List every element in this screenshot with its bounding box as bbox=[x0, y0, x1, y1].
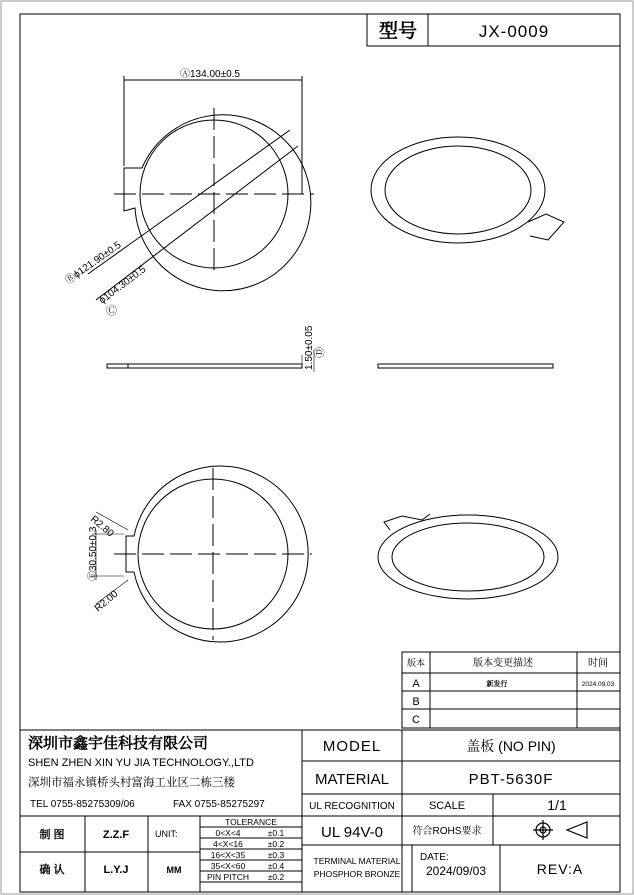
dim-b-label: Ⓑϕ121.90±0.5 bbox=[63, 239, 124, 287]
company-name-cn: 深圳市鑫宇佳科技有限公司 bbox=[28, 735, 209, 752]
material-label: MATERIAL bbox=[315, 771, 389, 788]
dim-d-label: 1.50±0.05 bbox=[304, 325, 315, 370]
date-value: 2024/09/03 bbox=[425, 864, 487, 878]
company-tel: TEL 0755-85275309/06 bbox=[30, 799, 135, 810]
rev-row-b-version: B bbox=[412, 696, 420, 708]
top-view-front bbox=[88, 76, 314, 300]
dim-r2-label: R2.00 bbox=[92, 588, 121, 615]
tol-value-0: ±0.1 bbox=[267, 828, 285, 838]
confirm-by: L.Y.J bbox=[103, 864, 129, 876]
type-value: JX-0009 bbox=[478, 22, 550, 41]
tol-value-3: ±0.4 bbox=[267, 861, 285, 871]
tol-range-0: 0<X<4 bbox=[215, 828, 241, 838]
scale-label: SCALE bbox=[428, 800, 466, 812]
top-view-rear bbox=[92, 466, 312, 642]
tol-value-4: ±0.2 bbox=[267, 872, 285, 882]
rev-row-a-desc: 新发行 bbox=[486, 681, 508, 688]
made-label: 制 图 bbox=[39, 829, 65, 841]
unit-value: MM bbox=[166, 865, 182, 875]
material-value: PBT-5630F bbox=[468, 771, 554, 788]
dim-r1-label: R2.80 bbox=[88, 513, 116, 540]
company-fax: FAX 0755-85275297 bbox=[173, 799, 265, 810]
unit-label: UNIT: bbox=[155, 829, 178, 839]
tolerance-title: TOLERANCE bbox=[225, 817, 277, 827]
outer-profile bbox=[124, 115, 311, 291]
rev-header-version: 版本 bbox=[406, 658, 426, 668]
made-by: Z.Z.F bbox=[102, 829, 130, 841]
date-label: DATE: bbox=[420, 852, 449, 863]
side-view-left bbox=[107, 350, 314, 372]
dim-e-label: Ⓔ30.50±0.3 bbox=[88, 526, 99, 581]
side-view-right bbox=[378, 364, 553, 368]
dim-d-mark: Ⓓ bbox=[314, 347, 326, 358]
rev-row-a-version: A bbox=[412, 678, 420, 690]
rev-value: REV:A bbox=[536, 861, 584, 877]
iso-view-front bbox=[371, 137, 564, 243]
tol-range-1: 4<X<16 bbox=[213, 839, 243, 849]
dim-c-mark: Ⓒ bbox=[106, 305, 117, 317]
ul-value: UL 94V-0 bbox=[321, 824, 383, 841]
type-label: 型号 bbox=[378, 21, 418, 42]
dim-c-label: ϕ104.30±0.5 bbox=[97, 264, 149, 307]
projection-symbol-icon bbox=[533, 820, 587, 840]
tol-range-3: 35<X<60 bbox=[210, 861, 246, 871]
terminal-material-label: TERMINAL MATERIAL bbox=[313, 856, 401, 866]
dim-a-label: Ⓐ134.00±0.5 bbox=[180, 69, 240, 80]
rohs-note: 符合ROHS要求 bbox=[412, 826, 482, 837]
rev-header-date: 时间 bbox=[588, 658, 608, 669]
company-address: 深圳市福永镇桥头村富海工业区二栋三楼 bbox=[28, 777, 235, 789]
model-value: 盖板 (NO PIN) bbox=[466, 738, 556, 754]
terminal-material-value: PHOSPHOR BRONZE bbox=[313, 869, 401, 879]
tol-range-2: 16<X<35 bbox=[210, 850, 246, 860]
header-model-box bbox=[367, 14, 620, 46]
model-label: MODEL bbox=[322, 738, 382, 755]
company-name-en: SHEN ZHEN XIN YU JIA TECHNOLOGY.,LTD bbox=[28, 757, 254, 769]
scale-value: 1/1 bbox=[547, 797, 567, 813]
tol-value-1: ±0.2 bbox=[267, 839, 285, 849]
rev-row-c-version: C bbox=[412, 714, 420, 726]
confirm-label: 确 认 bbox=[39, 864, 65, 876]
iso-view-rear bbox=[378, 514, 558, 599]
ul-recognition-label: UL RECOGNITION bbox=[309, 801, 395, 812]
tol-value-2: ±0.3 bbox=[267, 850, 285, 860]
rev-header-description: 版本变更描述 bbox=[473, 658, 533, 669]
rev-row-a-date: 2024.09.03 bbox=[581, 681, 615, 688]
tol-range-4: PIN PITCH bbox=[206, 872, 250, 882]
